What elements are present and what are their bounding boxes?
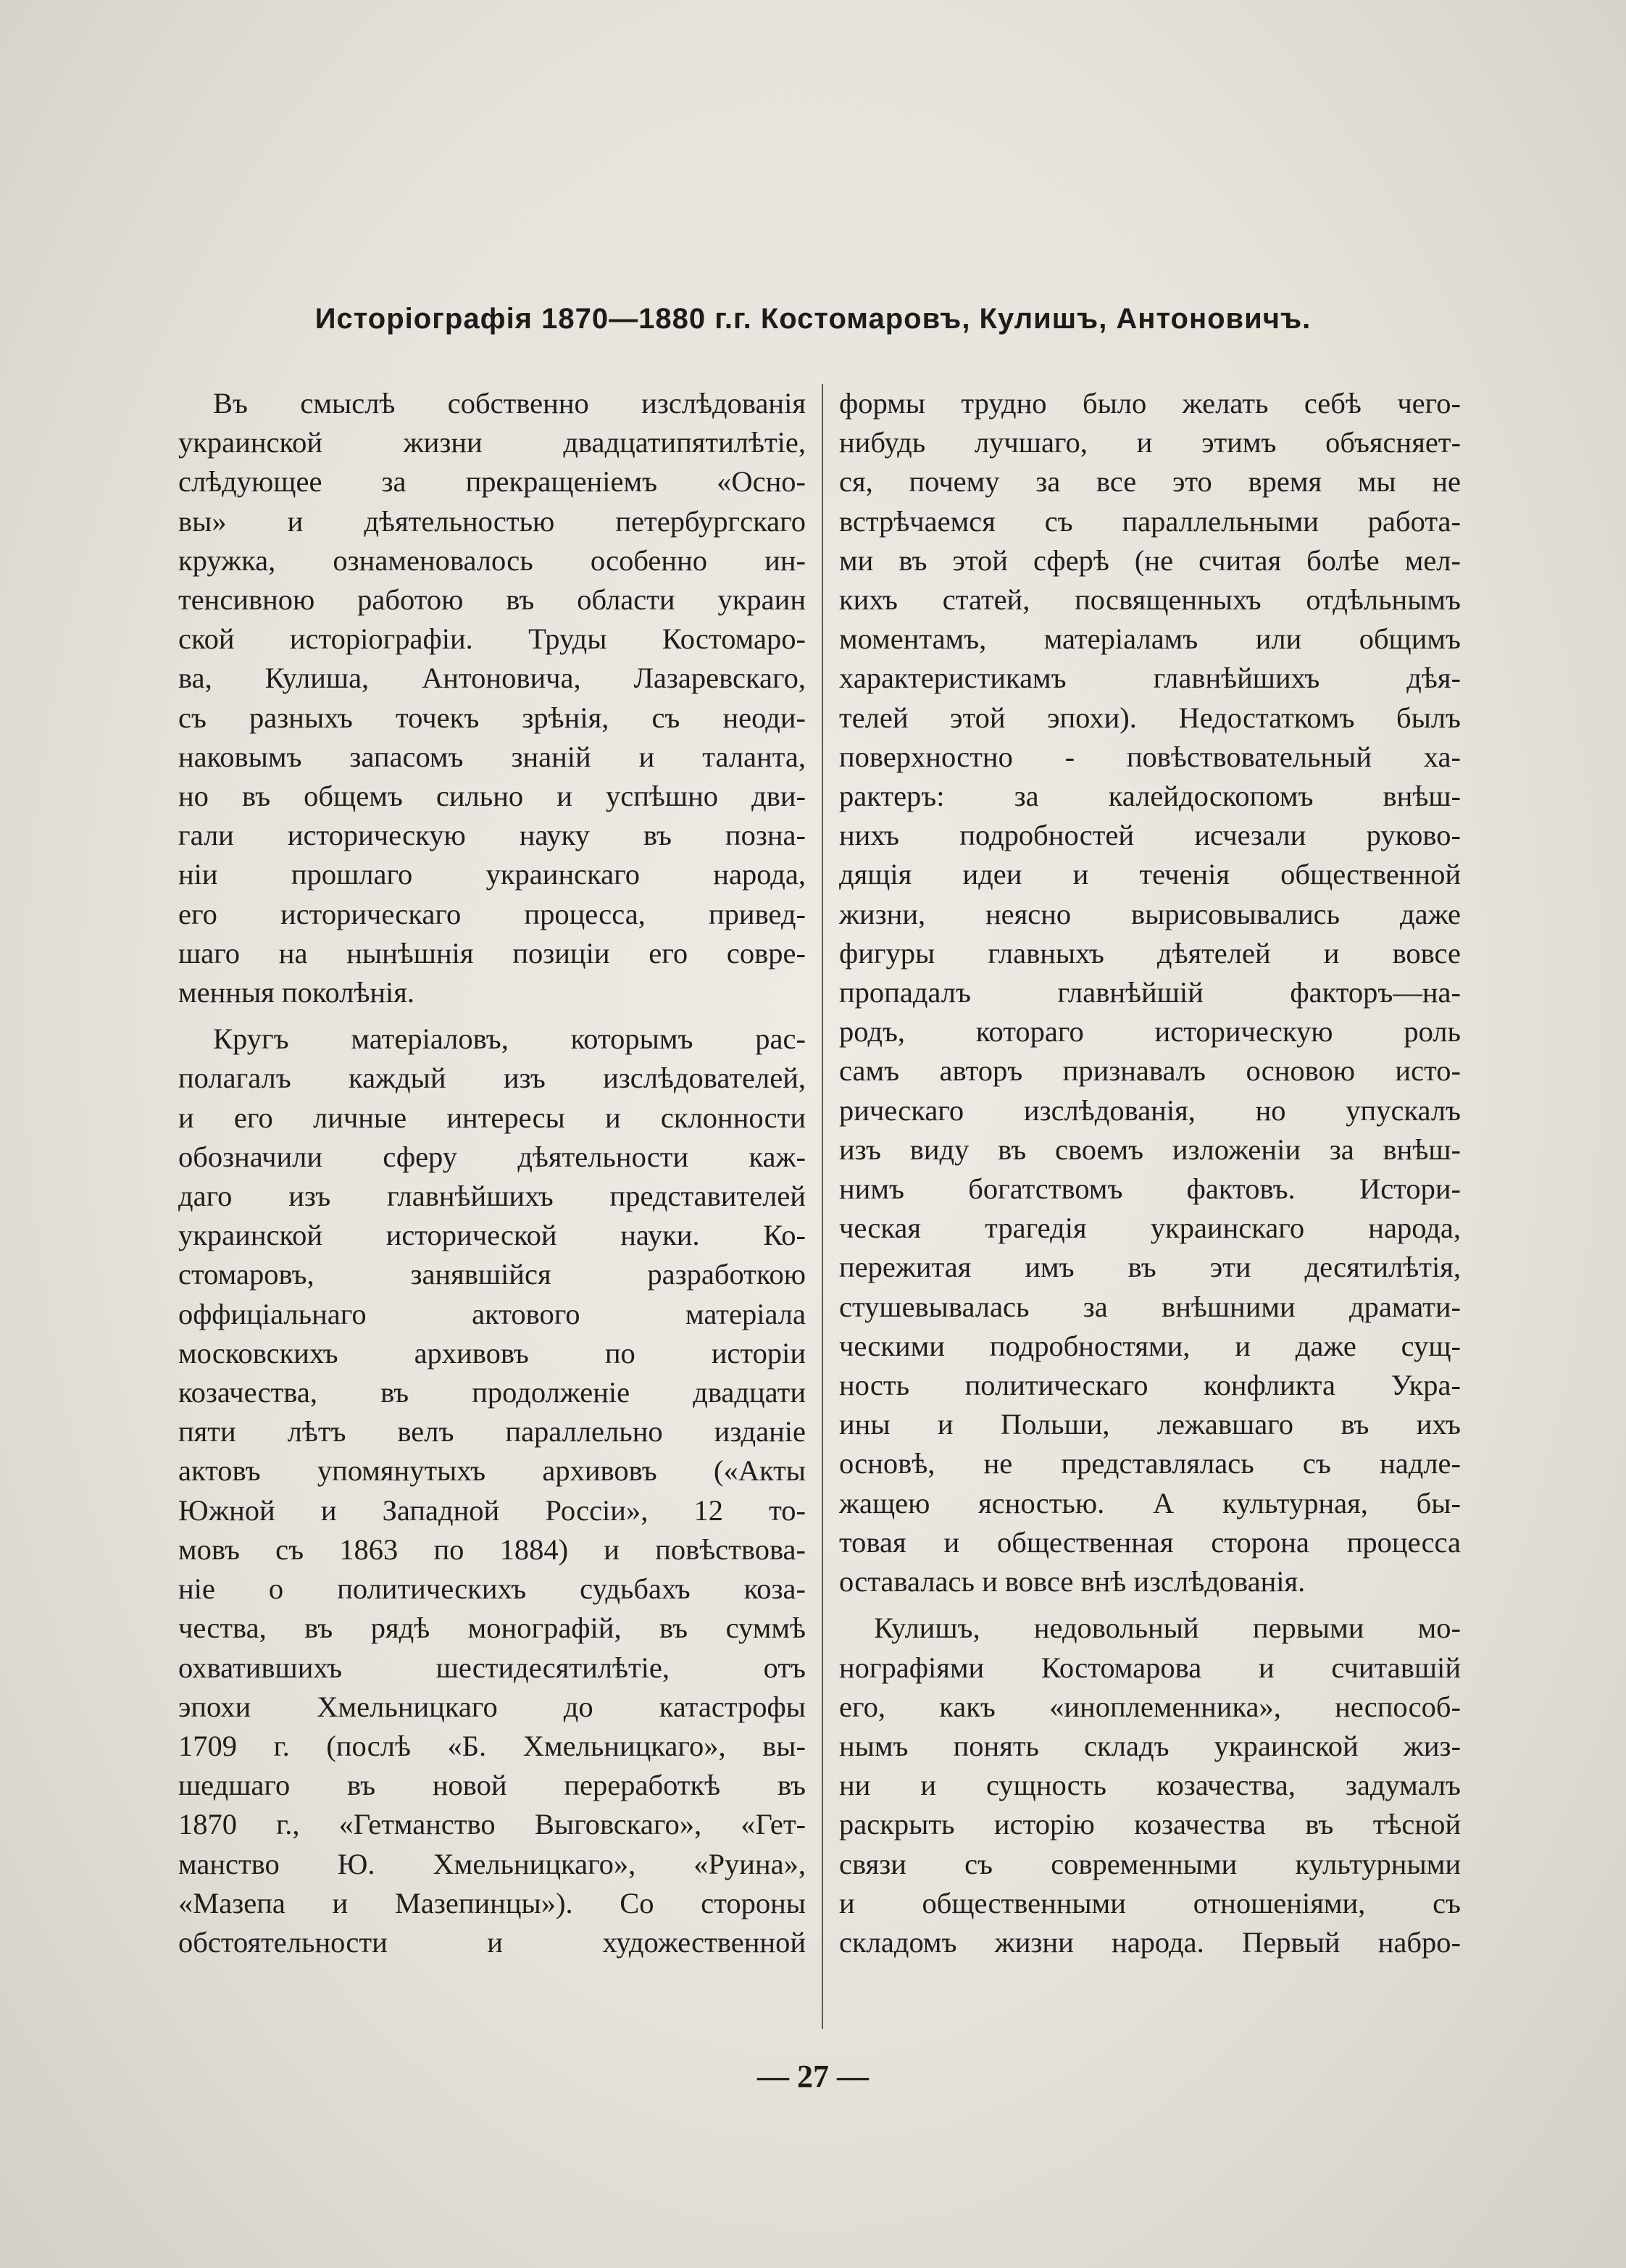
text-line: манство Ю. Хмельницкаго», «Руина», <box>178 1847 806 1880</box>
text-line: чества, въ рядѣ монографій, въ суммѣ <box>178 1612 806 1645</box>
text-line: фигуры главныхъ дѣятелей и вовсе <box>839 936 1461 970</box>
text-line: но въ общемъ сильно и успѣшно дви- <box>178 780 806 813</box>
text-line: стушевывалась за внѣшними драмати- <box>839 1290 1461 1323</box>
text-line: нибудь лучшаго, и этимъ объясняет- <box>839 426 1461 459</box>
text-line: украинской исторической науки. Ко- <box>178 1219 806 1252</box>
text-line: полагалъ каждый изъ изслѣдователей, <box>178 1062 806 1095</box>
text-line: и общественными отношеніями, съ <box>839 1886 1461 1919</box>
text-line: родъ, котораго историческую роль <box>839 1015 1461 1048</box>
text-line: обстоятельности и художественной <box>178 1925 806 1959</box>
text-line: ва, Кулиша, Антоновича, Лазаревскаго, <box>178 662 806 695</box>
text-line: наковымъ запасомъ знаній и таланта, <box>178 740 806 773</box>
text-line: ніи прошлаго украинскаго народа, <box>178 858 806 891</box>
text-line: изъ виду въ своемъ изложеніи за внѣш- <box>839 1133 1461 1166</box>
text-line: козачества, въ продолженіе двадцати <box>178 1376 806 1409</box>
text-line: ни и сущность козачества, задумалъ <box>839 1769 1461 1802</box>
text-line: самъ авторъ признавалъ основою исто- <box>839 1054 1461 1088</box>
text-line: рическаго изслѣдованія, но упускалъ <box>839 1093 1461 1127</box>
text-line: характеристикамъ главнѣйшихъ дѣя- <box>839 662 1461 695</box>
text-line: шаго на нынѣшнія позиціи его совре- <box>178 936 806 970</box>
text-line: «Мазепа и Мазепинцы»). Со стороны <box>178 1886 806 1919</box>
text-line: охватившихъ шестидесятилѣтіе, отъ <box>178 1651 806 1684</box>
text-line: его, какъ «иноплеменника», неспособ- <box>839 1690 1461 1723</box>
text-line: ся, почему за все это время мы не <box>839 465 1461 499</box>
page-number: — 27 — <box>757 2059 869 2094</box>
text-line: формы трудно было желать себѣ чего- <box>839 387 1461 420</box>
text-line: ми въ этой сферѣ (не считая болѣе мел- <box>839 543 1461 577</box>
text-line: гали историческую науку въ позна- <box>178 819 806 852</box>
text-line: раскрыть исторію козачества въ тѣсной <box>839 1808 1461 1841</box>
text-line: Кругъ матеріаловъ, которымъ рас- <box>213 1022 806 1056</box>
text-line: ніе о политическихъ судьбахъ коза- <box>178 1572 806 1606</box>
paragraph <box>178 384 806 1012</box>
text-line: слѣдующее за прекращеніемъ «Осно- <box>178 465 806 499</box>
text-line: тенсивною работою въ области украин <box>178 583 806 617</box>
text-line: московскихъ архивовъ по исторіи <box>178 1336 806 1369</box>
text-line: оффиціальнаго актового матеріала <box>178 1297 806 1330</box>
paragraph <box>178 1020 806 1962</box>
text-line: украинской жизни двадцатипятилѣтіе, <box>178 426 806 459</box>
text-line: основѣ, не представлялась съ надле- <box>839 1447 1461 1480</box>
text-line: ность политическаго конфликта Укра- <box>839 1369 1461 1402</box>
text-line: шедшаго въ новой переработкѣ въ <box>178 1769 806 1802</box>
running-title: Исторіографія 1870—1880 г.г. Костомаровъ, Кулишъ, Антоновичъ. <box>314 303 1312 335</box>
text-line: нимъ богатствомъ фактовъ. Истори- <box>839 1172 1461 1206</box>
text-line: связи съ современными культурными <box>839 1847 1461 1880</box>
text-line: эпохи Хмельницкаго до катастрофы <box>178 1690 806 1723</box>
paragraph <box>839 384 1461 1601</box>
text-line: ской исторіографіи. Труды Костомаро- <box>178 622 806 656</box>
text-line: мовъ съ 1863 по 1884) и повѣствова- <box>178 1533 806 1566</box>
text-line: ческая трагедія украинскаго народа, <box>839 1212 1461 1245</box>
text-line: Южной и Западной Россіи», 12 то- <box>178 1493 806 1527</box>
text-line: пяти лѣтъ велъ параллельно изданіе <box>178 1415 806 1448</box>
text-line: дящія идеи и теченія общественной <box>839 858 1461 891</box>
text-line: ины и Польши, лежавшаго въ ихъ <box>839 1408 1461 1441</box>
text-line: даго изъ главнѣйшихъ представителей <box>178 1180 806 1213</box>
text-line: кихъ статей, посвященныхъ отдѣльнымъ <box>839 583 1461 617</box>
text-line: его историческаго процесса, привед- <box>178 897 806 930</box>
text-line: жащею ясностью. А культурная, бы- <box>839 1486 1461 1519</box>
text-line: вы» и дѣятельностью петербургскаго <box>178 504 806 538</box>
right-column <box>839 384 1461 1962</box>
column-divider <box>822 384 823 2029</box>
text-line: съ разныхъ точекъ зрѣнія, съ неоди- <box>178 701 806 734</box>
paragraph <box>839 1609 1461 1962</box>
text-line: пережитая имъ въ эти десятилѣтія, <box>839 1251 1461 1284</box>
text-line: оставалась и вовсе внѣ изслѣдованія. <box>839 1565 1306 1598</box>
text-line: складомъ жизни народа. Первый набро- <box>839 1925 1461 1959</box>
text-line: менныя поколѣнія. <box>178 976 415 1009</box>
text-line: нымъ понять складъ украинской жиз- <box>839 1729 1461 1762</box>
text-line: Кулишъ, недовольный первыми мо- <box>874 1612 1461 1645</box>
text-line: жизни, неясно вырисовывались даже <box>839 897 1461 930</box>
text-line: товая и общественная сторона процесса <box>839 1525 1461 1559</box>
text-line: ческими подробностями, и даже сущ- <box>839 1329 1461 1362</box>
text-line: кружка, ознаменовалось особенно ин- <box>178 543 806 577</box>
text-line: 1870 г., «Гетманство Выговскаго», «Гет- <box>178 1808 806 1841</box>
text-line: рактеръ: за калейдоскопомъ внѣш- <box>839 780 1461 813</box>
text-line: нихъ подробностей исчезали руково- <box>839 819 1461 852</box>
text-line: встрѣчаемся съ параллельными работа- <box>839 504 1461 538</box>
text-line: стомаровъ, занявшійся разработкою <box>178 1258 806 1291</box>
text-line: обозначили сферу дѣятельности каж- <box>178 1140 806 1173</box>
text-line: моментамъ, матеріаламъ или общимъ <box>839 622 1461 656</box>
text-line: актовъ упомянутыхъ архивовъ («Акты <box>178 1454 806 1488</box>
text-line: Въ смыслѣ собственно изслѣдованія <box>213 387 806 420</box>
text-line: 1709 г. (послѣ «Б. Хмельницкаго», вы- <box>178 1729 806 1762</box>
left-column <box>178 384 806 1962</box>
text-line: и его личные интересы и склонности <box>178 1101 806 1134</box>
text-line: пропадалъ главнѣйшій факторъ—на- <box>839 976 1461 1009</box>
text-line: поверхностно - повѣствовательный ха- <box>839 740 1461 773</box>
text-line: нографіями Костомарова и считавшій <box>839 1651 1461 1684</box>
text-line: телей этой эпохи). Недостаткомъ былъ <box>839 701 1461 734</box>
